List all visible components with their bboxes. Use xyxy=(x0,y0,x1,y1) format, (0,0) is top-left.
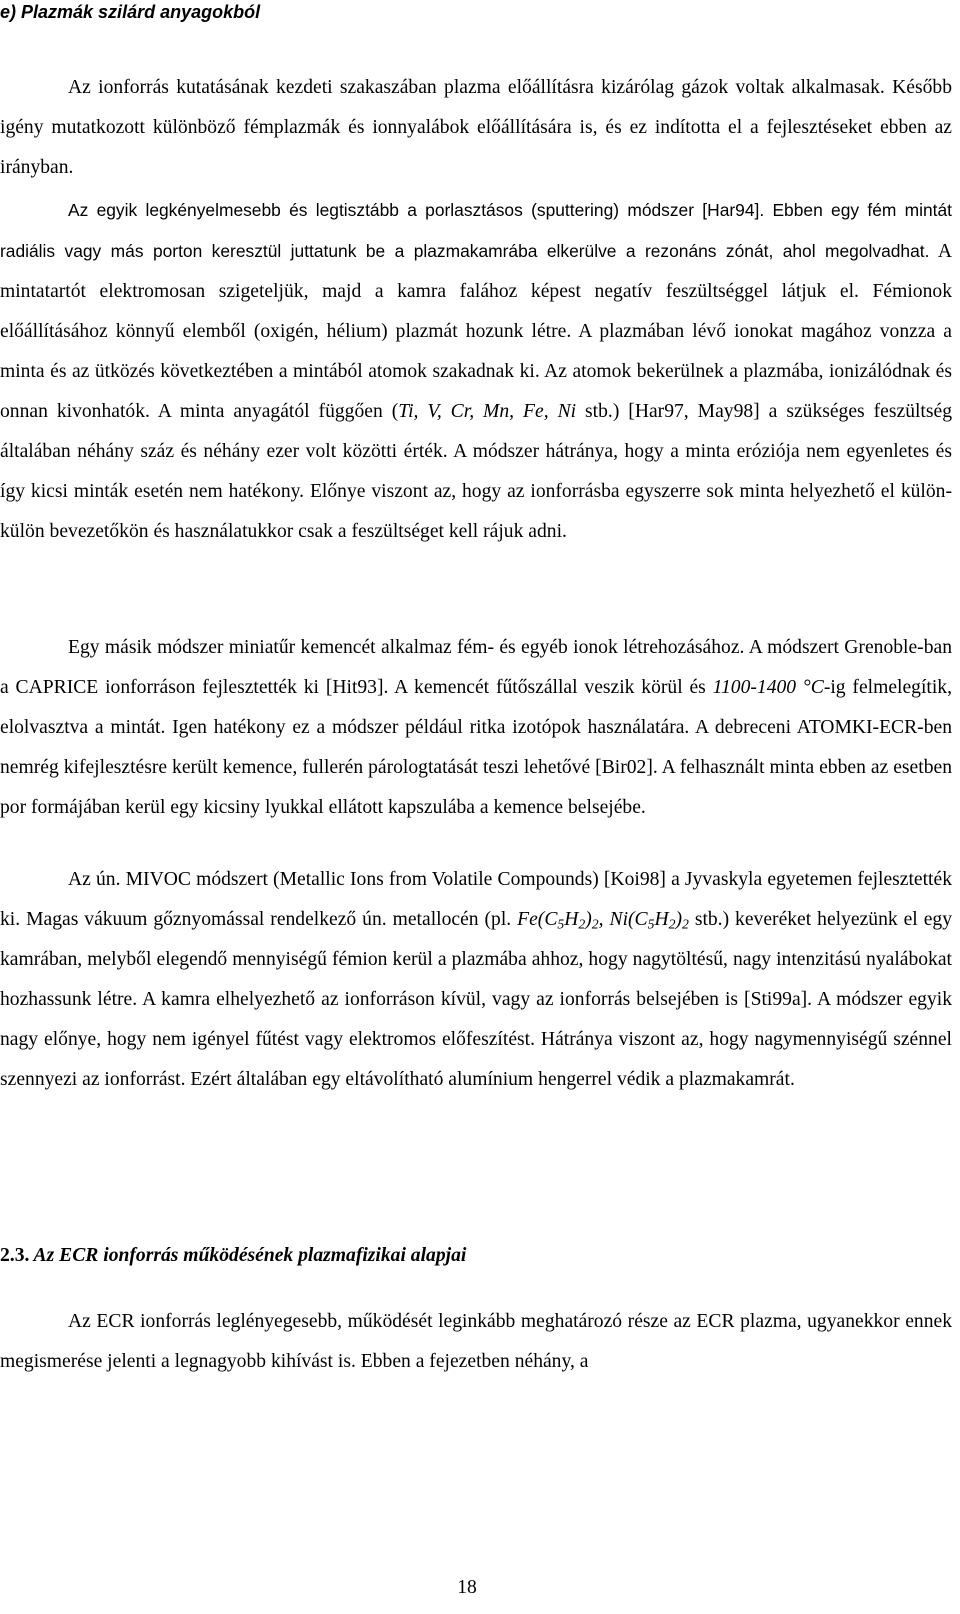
formula-part: H xyxy=(564,909,579,930)
section-heading xyxy=(0,1244,950,1268)
paragraph-text xyxy=(0,190,952,552)
text-run: Az ún. MIVOC módszert (Metallic Ions from Volatile Compounds) [Koi98] a Jyvaskyla egyetemen fejlesztették ki. Magas vákuum gőznyomással rendelkező ún. metallocén (pl. xyxy=(0,869,952,930)
formula-subscript: 2 xyxy=(682,916,689,932)
paragraph-text xyxy=(0,628,952,828)
section-number: 2.3. xyxy=(0,1245,30,1266)
formula-subscript: 2 xyxy=(591,916,599,932)
paragraph-oven xyxy=(0,628,952,828)
sans-serif-text: Az egyik legkényelmesebb és legtisztább a porlasztásos (sputtering) módszer [Har94]. Ebben egy fém mintát radiális vagy más porton keresztül juttatunk be a plazmakamrába elkerülve a rezonáns zónát, ahol megolvadhat. xyxy=(0,200,952,261)
temperature-range: 1100-1400 °C xyxy=(712,677,824,698)
paragraph-text: Az ECR ionforrás leglényegesebb, működését leginkább meghatározó része az ECR plazma, ugyanekkor ennek megismerése jelenti a legnagyobb kihívást is. Ebben a fejezetben néhány, a xyxy=(0,1311,952,1372)
paragraph-gas-sources xyxy=(0,68,952,188)
metal-list: Ti, V, Cr, Mn, Fe, Ni xyxy=(398,401,577,422)
paragraph-text xyxy=(0,860,952,1100)
page-number: 18 xyxy=(457,1577,477,1598)
formula-subscript: 5 xyxy=(557,916,565,932)
text-run: stb.) keveréket helyezünk el egy kamrában, melyből elegendő mennyiségű fémion kerül a plazmába ahhoz, hogy nagytöltésű, nagy intenzitású nyalábokat hozhassunk létre. A kamra elhelyezhető az ionforráson kívül, vagy az ionforrás belsejében is [Sti99a]. A módszer egyik nagy előnye, hogy nem igényel fűtést vagy elektromos előfeszítést. Hátránya viszont az, hogy nagymennyiségű szénnel szennyezi az ionforrást. Ezért általában egy eltávolítható alumínium hengerrel védik a plazmakamrát. xyxy=(0,909,952,1090)
subsection-heading: e) Plazmák szilárd anyagokból xyxy=(0,2,261,22)
paragraph-sputtering xyxy=(0,190,952,552)
formula-subscript: 5 xyxy=(647,916,655,932)
paragraph-mivoc xyxy=(0,860,952,1100)
text-run: Egy másik módszer miniatűr kemencét alkalmaz fém- és egyéb ionok létrehozásához. A módszert Grenoble-ban a CAPRICE ionforráson fejlesztették ki [Hit93]. A kemencét fűtőszállal veszik körül és xyxy=(0,637,952,698)
formula-subscript: 2 xyxy=(578,916,586,932)
paragraph-ecr-plasma xyxy=(0,1302,952,1382)
formula-part: H xyxy=(654,909,669,930)
formula-ferrocene xyxy=(517,909,599,930)
formula-subscript: 2 xyxy=(668,916,676,932)
formula-part: ) xyxy=(585,909,592,930)
section-title: Az ECR ionforrás működésének plazmafizikai alapjai xyxy=(29,1245,467,1266)
text-run: -ig felmelegítik, elolvasztva a mintát. Igen hatékony ez a módszer például ritka izotópok használatára. A debreceni ATOMKI-ECR-ben nemrég kifejlesztésre került kemence, fullerén párologtatását teszi lehetővé [Bir02]. A felhasznált minta ebben az esetben por formájában kerül egy kicsiny lyukkal ellátott kapszulába a kemence belsejébe. xyxy=(0,677,952,818)
serif-text: A mintatartót elektromosan szigeteljük, majd a kamra falához képest negatív feszültséggel látjuk el. Fémionok előállításához könnyű elemből (oxigén, hélium) plazmát hozunk létre. A plazmában lévő ionokat magához vonzza a minta és az ütközés következtében a mintából atomok szakadnak ki. Az atomok bekerülnek a plazmába, ionizálódnak és onnan kivonhatók. A minta anyagától függően ( xyxy=(0,241,952,422)
serif-text: stb.) [Har97, May98] a szükséges feszültség általában néhány száz és néhány ezer volt közötti érték. A módszer hátránya, hogy a minta eróziója nem egyenletes és így kicsi minták esetén nem hatékony. Előnye viszont az, hogy az ionforrásba egyszerre sok minta helyezhető el külön-külön bevezetőkön és használatukkor csak a feszültséget kell rájuk adni. xyxy=(0,401,952,542)
formula-part: Ni(C xyxy=(609,909,648,930)
paragraph-text: Az ionforrás kutatásának kezdeti szakaszában plazma előállításra kizárólag gázok voltak alkalmasak. Később igény mutatkozott különböző fémplazmák és ionnyalábok előállítására is, és ez indította el a fejlesztéseket ebben az irányban. xyxy=(0,77,952,178)
formula-nickelocene xyxy=(610,909,689,930)
formula-part: Fe(C xyxy=(517,909,558,930)
formula-separator: , xyxy=(598,909,610,930)
formula-part: ) xyxy=(675,909,683,930)
